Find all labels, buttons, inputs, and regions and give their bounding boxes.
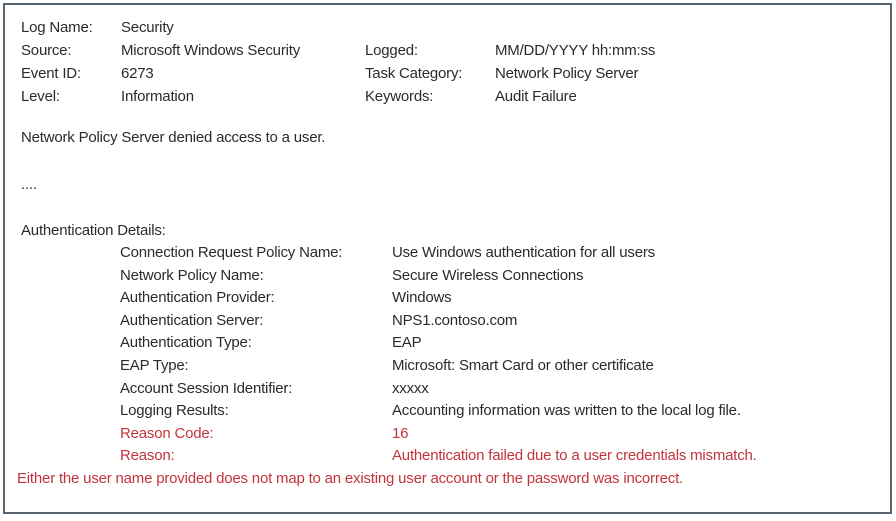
detail-value: xxxxx — [392, 379, 429, 397]
field-label-event-id: Event ID: — [21, 65, 81, 82]
detail-label: EAP Type: — [120, 356, 189, 374]
detail-label: Logging Results: — [120, 402, 229, 420]
detail-row-reason-code — [21, 423, 874, 446]
field-label-task-category: Task Category: — [365, 65, 463, 82]
authentication-details-heading: Authentication Details: — [21, 222, 166, 239]
field-value-task-category: Network Policy Server — [495, 65, 639, 82]
field-label-logged: Logged: — [365, 42, 418, 59]
field-value-level: Information — [121, 88, 194, 105]
field-value-keywords: Audit Failure — [495, 88, 577, 105]
header-spacer — [365, 16, 495, 39]
detail-label: Reason Code: — [120, 424, 214, 442]
field-label-log-name: Log Name: — [21, 19, 93, 36]
event-header-grid — [21, 16, 874, 108]
detail-value: 16 — [392, 424, 409, 442]
field-value-source: Microsoft Windows Security — [121, 42, 301, 59]
field-label-keywords: Keywords: — [365, 88, 434, 105]
detail-label: Network Policy Name: — [120, 266, 264, 284]
detail-value: EAP — [392, 334, 422, 352]
detail-row-authentication-type — [21, 332, 874, 355]
detail-value: Accounting information was written to the local log file. — [392, 402, 741, 420]
detail-label: Authentication Provider: — [120, 289, 275, 307]
detail-row-authentication-server — [21, 310, 874, 333]
detail-row-authentication-provider — [21, 287, 874, 310]
detail-label: Connection Request Policy Name: — [120, 244, 343, 261]
detail-value: Use Windows authentication for all users — [392, 244, 655, 261]
detail-label: Authentication Type: — [120, 334, 252, 352]
field-label-source: Source: — [21, 42, 72, 59]
detail-value: Windows — [392, 289, 452, 307]
omitted-content-ellipsis: .... — [21, 176, 37, 193]
error-explanation-text: Either the user name provided does not map to an existing user account or the password was incorrect. — [17, 469, 683, 487]
detail-row-account-session-identifier — [21, 378, 874, 401]
detail-value: Microsoft: Smart Card or other certificate — [392, 356, 654, 374]
field-value-event-id: 6273 — [121, 65, 154, 82]
event-log-detail-panel — [3, 3, 892, 514]
detail-row-network-policy-name — [21, 265, 874, 288]
event-description: Network Policy Server denied access to a user. — [21, 129, 326, 146]
detail-row-reason — [21, 445, 874, 468]
detail-value: NPS1.contoso.com — [392, 311, 518, 329]
detail-value: Authentication failed due to a user credentials mismatch. — [392, 447, 757, 465]
detail-label: Reason: — [120, 447, 175, 465]
field-label-level: Level: — [21, 88, 60, 105]
field-value-log-name: Security — [121, 19, 174, 36]
detail-row-eap-type — [21, 355, 874, 378]
detail-row-connection-request-policy — [21, 242, 874, 265]
authentication-details-list — [21, 242, 874, 468]
detail-label: Account Session Identifier: — [120, 379, 293, 397]
detail-value: Secure Wireless Connections — [392, 266, 584, 284]
detail-row-logging-results — [21, 400, 874, 423]
detail-label: Authentication Server: — [120, 311, 264, 329]
header-spacer — [495, 16, 874, 39]
field-value-logged: MM/DD/YYYY hh:mm:ss — [495, 42, 656, 59]
